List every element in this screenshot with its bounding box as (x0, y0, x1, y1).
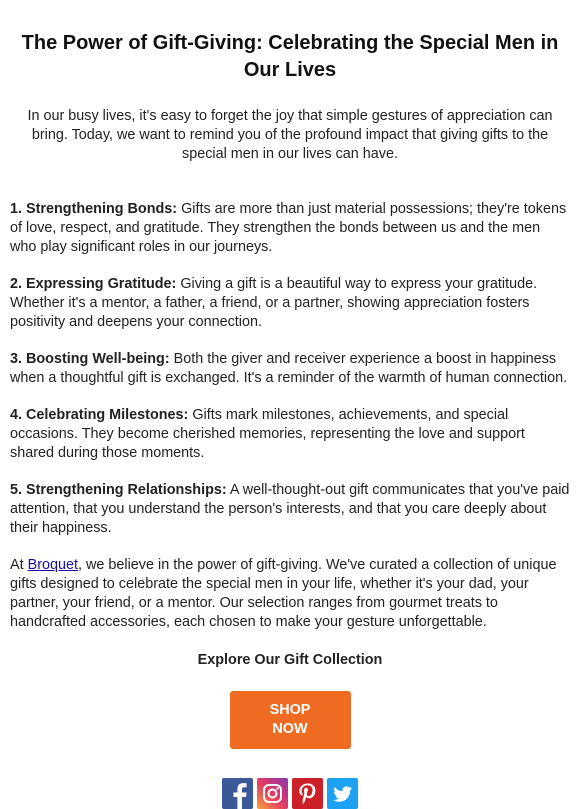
shop-now-button[interactable]: SHOP NOW (230, 691, 351, 749)
list-item (10, 200, 570, 257)
pinterest-link[interactable] (292, 778, 323, 809)
closing-prefix: At (10, 557, 28, 573)
point-text: Giving a gift is a beautiful way to express your gratitude. Whether it's a mentor, a father, a friend, or a partner, showing appreciation fosters positivity and deepens your connection. (10, 276, 538, 330)
list-item (10, 406, 570, 463)
instagram-icon (257, 778, 288, 809)
point-text: Both the giver and receiver experience a boost in happiness when a thoughtful gift is exchanged. It's a reminder of the warmth of human connection. (10, 351, 568, 386)
point-heading: 1. Strengthening Bonds: (10, 201, 178, 217)
point-heading: 2. Expressing Gratitude: (10, 276, 177, 292)
benefits-list (10, 200, 570, 538)
cta-heading: Explore Our Gift Collection (197, 652, 383, 668)
instagram-link[interactable] (257, 778, 288, 809)
twitter-icon (327, 778, 358, 809)
point-text: Gifts are more than just material possessions; they're tokens of love, respect, and gratitude. They strengthen the bonds between us and the men who play significant roles in our journeys. (10, 201, 567, 255)
button-row (10, 691, 570, 749)
point-heading: 3. Boosting Well-being: (10, 351, 170, 367)
list-item (10, 275, 570, 332)
page-title: The Power of Gift-Giving: Celebrating the Special Men in Our Lives (21, 32, 559, 81)
point-text: Gifts mark milestones, achievements, and special occasions. They become cherished memories, representing the love and support shared during those moments. (10, 407, 525, 461)
closing-paragraph (10, 556, 570, 632)
facebook-link[interactable] (222, 778, 253, 809)
point-heading: 4. Celebrating Milestones: (10, 407, 189, 423)
list-item (10, 481, 570, 538)
point-text: A well-thought-out gift communicates that you've paid attention, that you understand the person's interests, and that you care deeply about their happiness. (10, 482, 570, 536)
broquet-link[interactable]: Broquet (27, 557, 79, 573)
twitter-link[interactable] (327, 778, 358, 809)
social-links (10, 778, 570, 809)
point-heading: 5. Strengthening Relationships: (10, 482, 227, 498)
closing-text: , we believe in the power of gift-giving. We've curated a collection of unique gifts designed to celebrate the special men in your life, whether it's your dad, your partner, your friend, or a mentor. Our selection ranges from gourmet treats to handcrafted accessories, each chosen to make your gesture unforgettable. (10, 557, 557, 630)
list-item (10, 350, 570, 388)
pinterest-icon (292, 778, 323, 809)
facebook-icon (222, 778, 253, 809)
intro-paragraph: In our busy lives, it's easy to forget the joy that simple gestures of appreciation can bring. Today, we want to remind you of the profound impact that giving gifts to the special men in our lives can have. (27, 108, 553, 162)
